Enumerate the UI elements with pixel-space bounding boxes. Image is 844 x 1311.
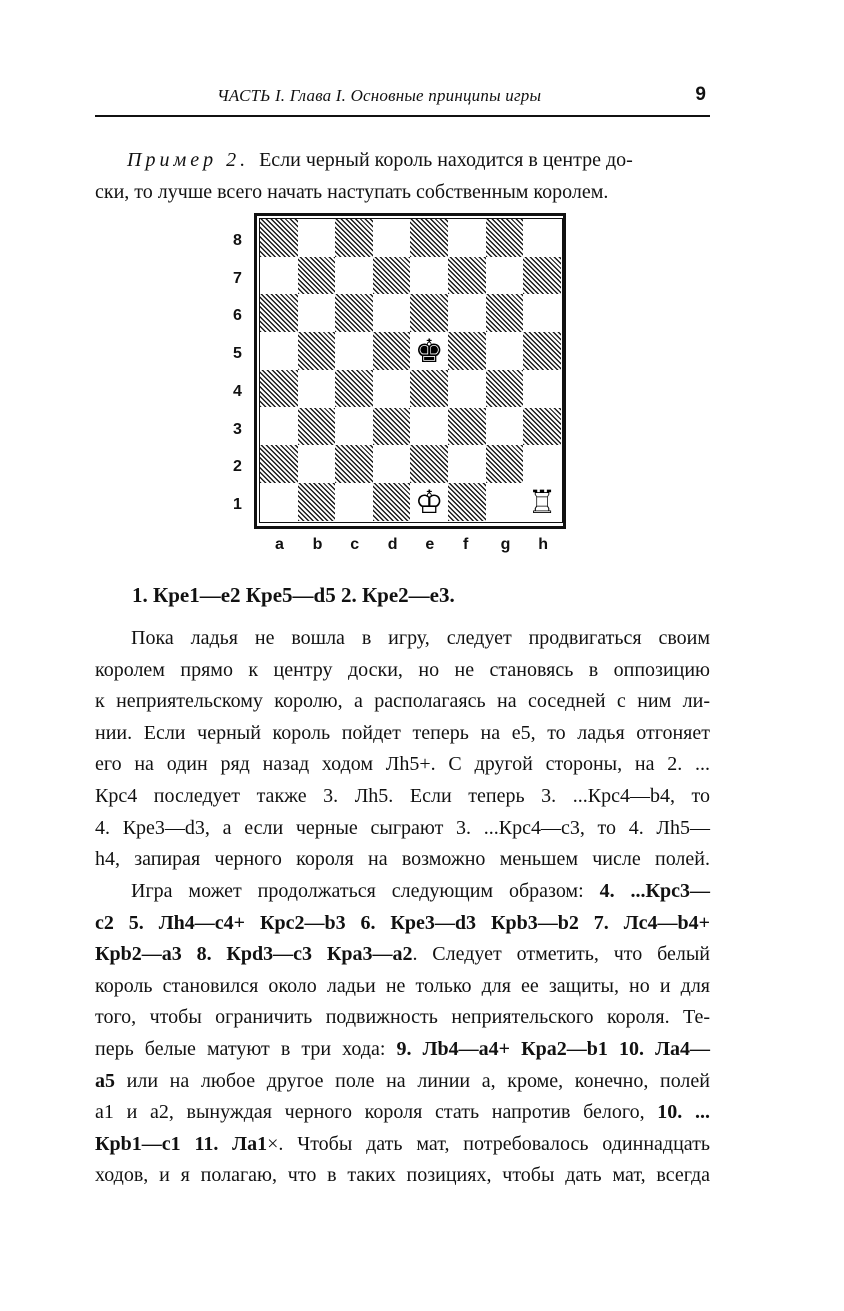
example-intro [95, 144, 710, 208]
board-square-g4 [486, 370, 524, 408]
board-square-d4 [373, 370, 411, 408]
board-square-d2 [373, 445, 411, 483]
board-square-h6 [523, 294, 561, 332]
board-square-h8 [523, 219, 561, 257]
file-label-a: a [275, 536, 284, 553]
board-square-b3 [298, 408, 336, 446]
paragraph-line: ходов, и я полагаю, что в таких позициях, чтобы дать мат, всегда [95, 1164, 710, 1187]
board-square-a7 [260, 257, 298, 295]
board-square-a8 [260, 219, 298, 257]
board-square-h4 [523, 370, 561, 408]
board-square-a1 [260, 483, 298, 521]
paragraph-text: или на любое другое поле на линии a, кроме, конечно, полей [115, 1069, 710, 1092]
board-square-e4 [410, 370, 448, 408]
board-square-h5 [523, 332, 561, 370]
board-square-e3 [410, 408, 448, 446]
move-notation: c2 5. Лh4—c4+ Крc2—b3 6. Крe3—d3 Крb3—b2 7. Лc4—b4+ [95, 911, 710, 934]
board-square-e8 [410, 219, 448, 257]
file-label-g: g [500, 536, 511, 553]
header-rule [95, 115, 710, 117]
paragraph-line: Крc4 последует также 3. Лh5. Если теперь 3. ...Крc4—b4, то [95, 784, 710, 807]
move-notation: 10. ... [657, 1101, 710, 1124]
paragraph-line: его на один ряд назад ходом Лh5+. С другой стороны, на 2. ... [95, 753, 710, 776]
paragraph-line: король становился около ладьи не только для ее защиты, но и для [95, 974, 710, 997]
board-square-c3 [335, 408, 373, 446]
file-label-b: b [312, 536, 323, 553]
board-square-e2 [410, 445, 448, 483]
example-text-line2: ски, то лучше всего начать наступать собственным королем. [95, 181, 609, 203]
paragraph-line: нии. Если черный король пойдет теперь на e5, то ладья отгоняет [95, 721, 710, 744]
move-notation: 4. ...Крc3— [599, 880, 710, 902]
paragraph-line: Пока ладья не вошла в игру, следует продвигаться своим [131, 627, 710, 649]
page-number: 9 [695, 84, 706, 105]
paragraph-line: h4, запирая черного короля на возможно меньшем числе полей. [95, 848, 710, 871]
board-square-c8 [335, 219, 373, 257]
board-square-d8 [373, 219, 411, 257]
board-square-b2 [298, 445, 336, 483]
board-square-a6 [260, 294, 298, 332]
paragraph-2 [95, 876, 710, 1192]
board-square-c4 [335, 370, 373, 408]
white-rook-icon: ♖ [523, 483, 561, 521]
board-square-f5 [448, 332, 486, 370]
board-square-c5 [335, 332, 373, 370]
board-square-h2 [523, 445, 561, 483]
board-square-b6 [298, 294, 336, 332]
paragraph-line: к неприятельскому королю, а располагаясь на соседней с ним ли- [95, 690, 710, 713]
board-square-a5 [260, 332, 298, 370]
rank-label-8: 8 [233, 232, 242, 249]
board-square-a3 [260, 408, 298, 446]
board-square-d6 [373, 294, 411, 332]
board-square-f6 [448, 294, 486, 332]
board-square-g8 [486, 219, 524, 257]
board-square-b7 [298, 257, 336, 295]
paragraph-text: Игра может продолжаться следующим образом: [131, 880, 600, 902]
white-king-icon: ♔ [410, 483, 448, 521]
board-square-c7 [335, 257, 373, 295]
move-notation: Крb1—c1 11. Лa1 [95, 1132, 268, 1155]
rank-label-6: 6 [233, 307, 242, 325]
move-notation: a5 [95, 1069, 115, 1092]
board-square-c2 [335, 445, 373, 483]
board-square-h7 [523, 257, 561, 295]
example-text-line1: Если черный король находится в центре до- [259, 149, 633, 171]
board-square-g6 [486, 294, 524, 332]
paragraph-text: a1 и a2, вынуждая черного короля стать напротив белого, [95, 1101, 658, 1124]
board-square-f1 [448, 483, 486, 521]
rank-label-7: 7 [233, 269, 242, 287]
move-notation: 9. Лb4—a4+ Крa2—b1 10. Лa4— [396, 1037, 711, 1060]
board-square-b8 [298, 219, 336, 257]
board-square-g2 [486, 445, 524, 483]
board-square-d3 [373, 408, 411, 446]
running-header [95, 86, 710, 114]
rank-label-3: 3 [233, 420, 242, 438]
chess-board [259, 218, 563, 523]
example-label: Пример 2. [127, 149, 250, 171]
board-square-d7 [373, 257, 411, 295]
file-label-d: d [387, 536, 398, 553]
rank-label-4: 4 [233, 382, 242, 400]
rank-label-5: 5 [233, 345, 242, 363]
board-square-f4 [448, 370, 486, 408]
paragraph-line: того, чтобы ограничить подвижность неприятельского короля. Те- [95, 1006, 710, 1029]
paragraph-text: ×. Чтобы дать мат, потребовалось одиннадцать [267, 1132, 710, 1155]
file-label-f: f [463, 536, 469, 553]
board-square-e7 [410, 257, 448, 295]
board-square-b5 [298, 332, 336, 370]
file-label-c: c [350, 536, 360, 553]
board-square-a4 [260, 370, 298, 408]
board-square-g7 [486, 257, 524, 295]
board-square-d5 [373, 332, 411, 370]
file-label-e: e [425, 536, 435, 553]
paragraph-line: 4. Крe3—d3, а если черные сыграют 3. ...Крc4—c3, то 4. Лh5— [95, 816, 710, 839]
paragraph-text: перь белые матуют в три хода: [95, 1037, 397, 1060]
paragraph-1 [95, 623, 710, 876]
paragraph-line: королем прямо к центру доски, но не становясь в оппозицию [95, 658, 710, 681]
board-square-f7 [448, 257, 486, 295]
board-square-b1 [298, 483, 336, 521]
board-square-g3 [486, 408, 524, 446]
moves-heading: 1. Крe1—e2 Крe5—d5 2. Крe2—e3. [132, 583, 455, 607]
board-square-e6 [410, 294, 448, 332]
board-square-g5 [486, 332, 524, 370]
board-square-f2 [448, 445, 486, 483]
board-square-d1 [373, 483, 411, 521]
paragraph-text: . Следует отметить, что белый [412, 943, 711, 966]
rank-label-1: 1 [233, 495, 242, 513]
board-square-a2 [260, 445, 298, 483]
board-square-c6 [335, 294, 373, 332]
board-square-g1 [486, 483, 524, 521]
board-square-b4 [298, 370, 336, 408]
file-label-h: h [538, 536, 548, 553]
running-header-title: ЧАСТЬ I. Глава I. Основные принципы игры [217, 86, 542, 105]
rank-label-2: 2 [233, 458, 242, 476]
board-square-f3 [448, 408, 486, 446]
black-king-icon: ♚ [410, 332, 448, 370]
board-square-h3 [523, 408, 561, 446]
board-square-f8 [448, 219, 486, 257]
board-square-c1 [335, 483, 373, 521]
move-notation: Крb2—a3 8. Крd3—c3 Крa3—a2 [95, 943, 413, 966]
